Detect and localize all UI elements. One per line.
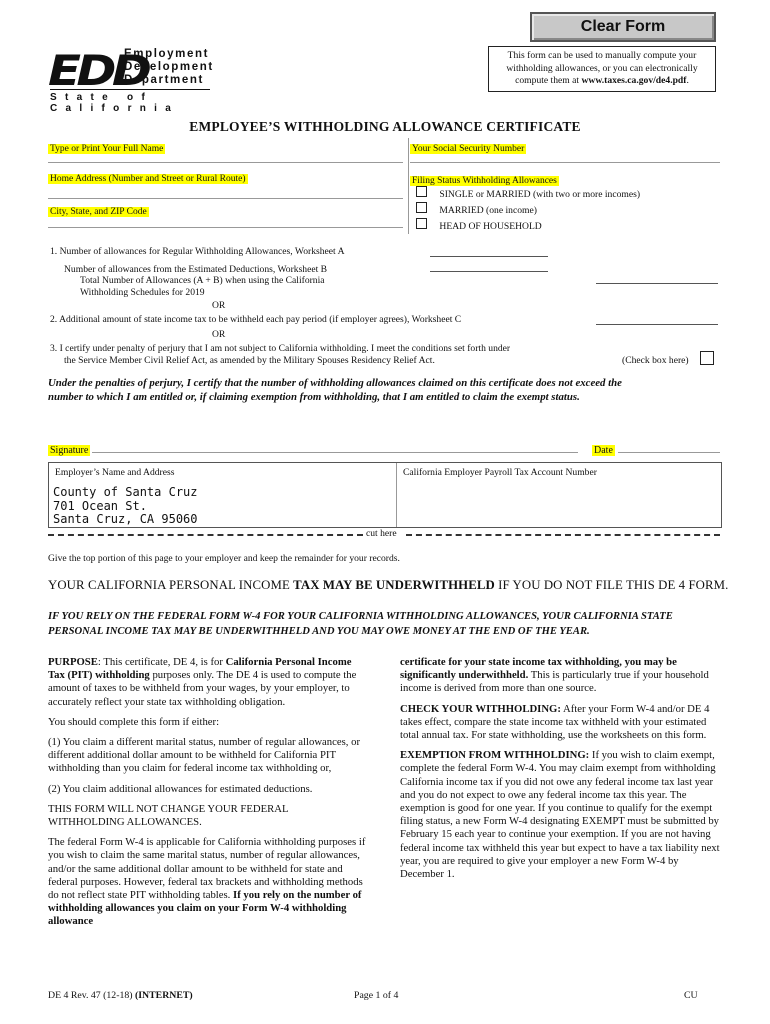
filing-option-label: SINGLE or MARRIED (with two or more incomes) xyxy=(439,189,641,200)
cut-line-left xyxy=(48,534,363,536)
checkbox[interactable] xyxy=(416,202,427,213)
cut-here-label: cut here xyxy=(366,528,397,539)
rely-warning-line-2: PERSONAL INCOME TAX MAY BE UNDERWITHHELD AND YOU MAY OWE MONEY AT THE END OF THE YEAR. xyxy=(48,626,590,637)
ssn-field[interactable] xyxy=(410,138,720,163)
checkbox[interactable] xyxy=(416,218,427,229)
edd-logo-letters: EDD xyxy=(48,46,148,95)
check-box-here-label: (Check box here) xyxy=(622,355,689,366)
logo-line-development: Development xyxy=(124,61,214,73)
exempt-checkbox[interactable] xyxy=(700,351,714,365)
or-divider-2: OR xyxy=(212,329,226,340)
line-1c-text-1: Total Number of Allowances (A + B) when using the California xyxy=(80,275,325,286)
federal-w4-paragraph: The federal Form W-4 is applicable for California withholding purposes if you wish to claim the same marital status, number of regular allowances, and/or the same additional dollar amount to be withheld for state and federal purposes. However, federal tax brackets and withholding methods do not reflect state PIT withholding tables. If you rely on the number of withholding allowances you claim on your Form W-4 withholding allowance xyxy=(48,836,366,928)
instructions-right-column xyxy=(400,656,720,888)
line-3-text-2: the Service Member Civil Relief Act, as amended by the Military Spouses Residency Relief Act. xyxy=(64,355,435,366)
employer-box xyxy=(48,462,722,528)
note-line-3: compute them at www.taxes.ca.gov/de4.pdf. xyxy=(515,75,689,86)
filing-option-married[interactable] xyxy=(416,202,537,217)
line-1-blank[interactable] xyxy=(430,256,548,257)
line-2-text: 2. Additional amount of state income tax to be withheld each pay period (if employer agrees), Worksheet C xyxy=(50,314,462,325)
filing-option-label: HEAD OF HOUSEHOLD xyxy=(439,221,542,232)
employer-address[interactable] xyxy=(53,486,198,527)
underwithheld-warning: YOUR CALIFORNIA PERSONAL INCOME TAX MAY BE UNDERWITHHELD IF YOU DO NOT FILE THIS DE 4 FORM. xyxy=(48,578,729,592)
certification-line-1: Under the penalties of perjury, I certify that the number of withholding allowances claimed on this certificate does not exceed the xyxy=(48,377,622,389)
or-divider-1: OR xyxy=(212,300,226,311)
line-1b-text: Number of allowances from the Estimated Deductions, Worksheet B xyxy=(64,264,328,275)
date-label: Date xyxy=(594,445,613,456)
line-3-text-1: 3. I certify under penalty of perjury that I am not subject to California withholding. I meet the conditions set forth under xyxy=(50,343,511,354)
certificate-paragraph: certificate for your state income tax withholding, you may be significantly underwithheld. This is particularly true if your household income is derived from more than one source. xyxy=(400,656,709,695)
full-name-label: Type or Print Your Full Name xyxy=(50,144,164,154)
give-top-portion-note: Give the top portion of this page to your employer and keep the remainder for your records. xyxy=(48,553,400,564)
line-1-text: 1. Number of allowances for Regular Withholding Allowances, Worksheet A xyxy=(50,246,345,257)
logo-state: State of California xyxy=(50,92,180,114)
logo-line-department: Department xyxy=(124,74,204,86)
city-state-zip-label: City, State, and ZIP Code xyxy=(50,207,147,217)
line-1b-blank[interactable] xyxy=(430,271,548,272)
electronic-compute-note xyxy=(488,46,716,92)
form-revision: DE 4 Rev. 47 (12-18) (INTERNET) xyxy=(48,990,193,1001)
employer-address-line: Santa Cruz, CA 95060 xyxy=(53,512,198,526)
logo-line-employment: Employment xyxy=(124,48,210,60)
condition-1: (1) You claim a different marital status, number of regular allowances, or different additional dollar amount to be withheld for California PIT withholding than you claim for federal income tax withholding or, xyxy=(48,736,361,775)
note-line-2: withholding allowances, or you can electronically xyxy=(506,62,698,74)
cut-line-right xyxy=(406,534,720,536)
employer-account-label: California Employer Payroll Tax Account Number xyxy=(403,467,597,478)
line-2-blank[interactable] xyxy=(596,324,718,325)
employer-address-line: 701 Ocean St. xyxy=(53,498,147,513)
edd-logo-name xyxy=(124,48,214,87)
home-address-field[interactable] xyxy=(48,168,403,199)
filing-option-head[interactable] xyxy=(416,218,542,233)
clear-form-button[interactable]: Clear Form xyxy=(530,12,716,42)
employer-name-label: Employer’s Name and Address xyxy=(55,467,175,478)
line-1c-blank[interactable] xyxy=(596,283,718,284)
filing-option-label: MARRIED (one income) xyxy=(439,205,537,216)
ssn-label: Your Social Security Number xyxy=(412,144,525,154)
instructions-left-column xyxy=(48,656,366,936)
purpose-paragraph: PURPOSE: This certificate, DE 4, is for California Personal Income Tax (PIT) withholding purposes only. The DE 4 is used to compute the amount of taxes to be withheld from your wages, by your employer, to accurately reflect your state tax withholding obligation. xyxy=(48,656,357,708)
filing-status-label: Filing Status Withholding Allowances xyxy=(412,176,557,186)
footer-code: CU xyxy=(684,990,698,1001)
filing-option-single[interactable] xyxy=(416,186,640,201)
should-complete: You should complete this form if either: xyxy=(48,715,220,728)
rely-warning-line-1: IF YOU RELY ON THE FEDERAL FORM W-4 FOR YOUR CALIFORNIA WITHHOLDING ALLOWANCES, YOUR CALIFORNIA STATE xyxy=(48,611,673,622)
condition-2: (2) You claim additional allowances for estimated deductions. xyxy=(48,782,313,795)
date-field[interactable] xyxy=(618,452,720,453)
full-name-field[interactable] xyxy=(48,138,403,163)
signature-label: Signature xyxy=(50,445,89,456)
edd-logo xyxy=(48,44,214,114)
line-1c-text-2: Withholding Schedules for 2019 xyxy=(80,287,205,298)
note-line-1: This form can be used to manually compute your xyxy=(507,50,697,61)
checkbox[interactable] xyxy=(416,186,427,197)
will-not-change: THIS FORM WILL NOT CHANGE YOUR FEDERAL WITHHOLDING ALLOWANCES. xyxy=(48,802,289,829)
de4-link[interactable]: www.taxes.ca.gov/de4.pdf xyxy=(581,75,687,86)
form-title: EMPLOYEE’S WITHHOLDING ALLOWANCE CERTIFICATE xyxy=(189,119,581,134)
city-state-zip-field[interactable] xyxy=(48,201,403,228)
page-number: Page 1 of 4 xyxy=(354,990,399,1001)
certification-line-2: number to which I am entitled or, if claiming exemption from withholding, that I am entitled to claim the exempt status. xyxy=(48,391,580,403)
check-withholding-paragraph: CHECK YOUR WITHHOLDING: After your Form W-4 and/or DE 4 takes effect, compare the state income tax withheld with your estimated total annual tax. For state withholding, use the worksheets on this form. xyxy=(400,702,710,742)
signature-field[interactable] xyxy=(92,452,578,453)
exemption-paragraph: EXEMPTION FROM WITHHOLDING: If you wish to claim exempt, complete the federal Form W-4. You may claim exempt from withholding California income tax if you did not owe any federal income tax last year and you do not expect to owe any federal income tax this year. The exemption is good for one year. If you continue to qualify for the exempt filing status, a new Form W-4 designating EXEMPT must be submitted by February 15 each year to continue your exemption. If you are not having federal income tax withheld this year but expect to have a tax liability next year, you are required to give your employer a new Form W-4 by December 1. xyxy=(400,749,720,881)
home-address-label: Home Address (Number and Street or Rural Route) xyxy=(50,174,246,184)
employer-address-line: County of Santa Cruz xyxy=(53,485,198,499)
